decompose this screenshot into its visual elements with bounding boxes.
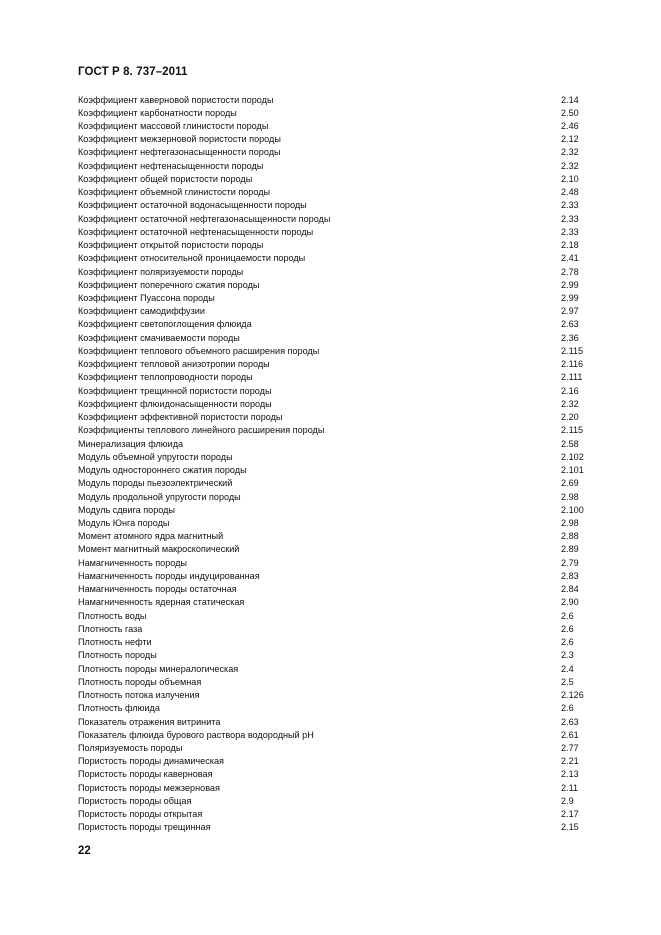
index-entry — [78, 358, 598, 371]
index-entry — [78, 491, 598, 504]
index-term: Плотность воды — [78, 610, 147, 621]
index-term: Пористость породы межзерновая — [78, 782, 220, 793]
index-term: Намагниченность ядерная статическая — [78, 597, 245, 608]
index-entry — [78, 583, 598, 596]
index-term: Пористость породы динамическая — [78, 756, 224, 767]
index-entry — [78, 160, 598, 173]
index-entry — [78, 226, 598, 239]
index-term: Плотность породы минералогическая — [78, 663, 239, 674]
index-ref: 2.90 — [561, 597, 579, 608]
index-entry — [78, 649, 598, 662]
index-term: Коэффициент Пуассона породы — [78, 293, 215, 304]
index-ref: 2.16 — [561, 385, 579, 396]
index-entry — [78, 729, 598, 742]
index-term: Коэффициент карбонатности породы — [78, 107, 237, 118]
index-ref: 2.69 — [561, 478, 579, 489]
index-term: Показатель отражения витринита — [78, 716, 221, 727]
index-term: Плотность нефти — [78, 637, 152, 648]
index-entry — [78, 570, 598, 583]
index-entry — [78, 424, 598, 437]
index-entry — [78, 464, 598, 477]
index-ref: 2.84 — [561, 584, 579, 595]
index-entry — [78, 385, 598, 398]
index-entry — [78, 676, 598, 689]
index-ref: 2.89 — [561, 544, 579, 555]
index-ref: 2.101 — [561, 465, 584, 476]
page-number: 22 — [78, 845, 91, 857]
index-entry — [78, 398, 598, 411]
index-term: Коэффициент смачиваемости породы — [78, 332, 240, 343]
index-term: Модуль сдвига породы — [78, 504, 175, 515]
index-term: Коэффициент объемной глинистости породы — [78, 187, 271, 198]
index-ref: 2.100 — [561, 504, 584, 515]
index-term: Коэффициент эффективной пористости породы — [78, 412, 283, 423]
index-term: Намагниченность породы — [78, 557, 187, 568]
index-entry — [78, 477, 598, 490]
index-entry — [78, 318, 598, 331]
index-entry — [78, 451, 598, 464]
index-term: Плотность потока излучения — [78, 690, 200, 701]
index-term: Коэффициент флюидонасыщенности породы — [78, 398, 272, 409]
index-ref: 2.14 — [561, 94, 579, 105]
index-ref: 2.3 — [561, 650, 574, 661]
index-term: Коэффициент тепловой анизотропии породы — [78, 359, 270, 370]
index-entry — [78, 133, 598, 146]
index-ref: 2.13 — [561, 769, 579, 780]
index-term: Коэффициент остаточной водонасыщенности породы — [78, 200, 307, 211]
index-entry — [78, 610, 598, 623]
index-term: Коэффициент остаточной нефтенасыщенности породы — [78, 226, 314, 237]
index-ref: 2.41 — [561, 253, 579, 264]
index-entry — [78, 821, 598, 834]
index-entry — [78, 543, 598, 556]
index-entry — [78, 252, 598, 265]
index-ref: 2.126 — [561, 690, 584, 701]
index-term: Коэффициент светопоглощения флюида — [78, 319, 252, 330]
index-entry — [78, 186, 598, 199]
index-ref: 2.115 — [561, 345, 584, 356]
index-ref: 2.6 — [561, 610, 574, 621]
index-term: Намагниченность породы остаточная — [78, 584, 237, 595]
index-term: Поляризуемость породы — [78, 742, 183, 753]
index-ref: 2.58 — [561, 438, 579, 449]
index-ref: 2.48 — [561, 187, 579, 198]
index-entry — [78, 279, 598, 292]
index-entry — [78, 557, 598, 570]
index-entry — [78, 689, 598, 702]
index-term: Модуль породы пьезоэлектрический — [78, 478, 233, 489]
index-entry — [78, 702, 598, 715]
index-ref: 2.79 — [561, 557, 579, 568]
index-term: Коэффициент нефтегазонасыщенности породы — [78, 147, 281, 158]
index-ref: 2.77 — [561, 742, 579, 753]
index-entry — [78, 199, 598, 212]
index-entry — [78, 173, 598, 186]
index-term: Минерализация флюида — [78, 438, 184, 449]
index-term: Коэффициент теплопроводности породы — [78, 372, 253, 383]
index-term: Модуль одностороннего сжатия породы — [78, 465, 247, 476]
index-ref: 2.116 — [561, 359, 584, 370]
index-ref: 2.99 — [561, 293, 579, 304]
index-ref: 2.21 — [561, 756, 579, 767]
index-ref: 2.63 — [561, 716, 579, 727]
index-ref: 2.102 — [561, 451, 584, 462]
index-term: Показатель флюида бурового раствора водородный рН — [78, 729, 314, 740]
index-entry — [78, 438, 598, 451]
index-ref: 2.78 — [561, 266, 579, 277]
index-term: Намагниченность породы индуцированная — [78, 570, 260, 581]
index-ref: 2.98 — [561, 491, 579, 502]
index-entry — [78, 371, 598, 384]
index-term: Плотность породы объемная — [78, 676, 202, 687]
index-term: Коэффициент открытой пористости породы — [78, 240, 264, 251]
index-ref: 2.32 — [561, 160, 579, 171]
index-entry — [78, 504, 598, 517]
index-entry — [78, 768, 598, 781]
index-term: Коэффициент нефтенасыщенности породы — [78, 160, 264, 171]
index-term: Коэффициент остаточной нефтегазонасыщенности породы — [78, 213, 331, 224]
index-term: Модуль Юнга породы — [78, 518, 170, 528]
index-ref: 2.63 — [561, 319, 579, 330]
index-term: Коэффициенты теплового линейного расширения породы — [78, 425, 325, 436]
index-ref: 2.17 — [561, 809, 579, 820]
index-entry — [78, 213, 598, 226]
index-entry — [78, 345, 598, 358]
index-entry — [78, 120, 598, 133]
index-ref: 2.15 — [561, 822, 579, 833]
term-index-list — [78, 94, 598, 835]
index-entry — [78, 808, 598, 821]
index-term: Модуль продольной упругости породы — [78, 491, 241, 502]
index-term: Пористость породы открытая — [78, 809, 203, 820]
index-term: Коэффициент самодиффузии — [78, 306, 205, 317]
index-term: Пористость породы трещинная — [78, 822, 211, 833]
index-ref: 2.12 — [561, 134, 579, 145]
index-ref: 2.32 — [561, 147, 579, 158]
index-ref: 2.99 — [561, 279, 579, 290]
index-entry — [78, 292, 598, 305]
index-entry — [78, 755, 598, 768]
index-ref: 2.83 — [561, 570, 579, 581]
index-entry — [78, 517, 598, 530]
index-ref: 2.46 — [561, 120, 579, 131]
index-ref: 2.61 — [561, 729, 579, 740]
index-term: Коэффициент теплового объемного расширения породы — [78, 345, 320, 356]
index-term: Пористость породы каверновая — [78, 769, 213, 780]
index-ref: 2.111 — [561, 372, 583, 383]
index-entry — [78, 663, 598, 676]
index-ref: 2.6 — [561, 637, 574, 648]
index-ref: 2.18 — [561, 240, 579, 251]
index-term: Плотность флюида — [78, 703, 160, 714]
index-ref: 2.88 — [561, 531, 579, 542]
index-ref: 2.4 — [561, 663, 574, 674]
index-entry — [78, 596, 598, 609]
index-term: Коэффициент общей пористости породы — [78, 173, 253, 184]
index-ref: 2.11 — [561, 782, 579, 793]
index-ref: 2.50 — [561, 107, 579, 118]
index-entry — [78, 305, 598, 318]
index-ref: 2.20 — [561, 412, 579, 423]
index-term: Коэффициент трещинной пористости породы — [78, 385, 272, 396]
index-term: Коэффициент относительной проницаемости породы — [78, 253, 306, 264]
index-term: Плотность породы — [78, 650, 157, 661]
index-entry — [78, 332, 598, 345]
index-term: Модуль объемной упругости породы — [78, 451, 233, 462]
document-header: ГОСТ Р 8. 737–2011 — [78, 66, 188, 78]
index-ref: 2.6 — [561, 623, 574, 634]
index-entry — [78, 782, 598, 795]
index-ref: 2.10 — [561, 173, 579, 184]
index-term: Плотность газа — [78, 623, 143, 634]
index-entry — [78, 795, 598, 808]
index-ref: 2.33 — [561, 200, 579, 211]
index-entry — [78, 411, 598, 424]
index-term: Пористость породы общая — [78, 795, 192, 806]
index-entry — [78, 266, 598, 279]
index-ref: 2.33 — [561, 213, 579, 224]
index-ref: 2.32 — [561, 398, 579, 409]
index-ref: 2.33 — [561, 226, 579, 237]
index-entry — [78, 239, 598, 252]
index-entry — [78, 146, 598, 159]
index-term: Коэффициент межзерновой пористости породы — [78, 134, 281, 145]
index-ref: 2.115 — [561, 425, 584, 436]
index-entry — [78, 623, 598, 636]
index-ref: 2.9 — [561, 795, 574, 806]
index-ref: 2.97 — [561, 306, 579, 317]
index-term: Момент атомного ядра магнитный — [78, 531, 224, 542]
index-entry — [78, 716, 598, 729]
index-entry — [78, 636, 598, 649]
index-term: Коэффициент каверновой пористости породы — [78, 94, 274, 105]
index-ref: 2.6 — [561, 703, 574, 714]
index-entry — [78, 94, 598, 107]
index-term: Момент магнитный макроскопический — [78, 544, 240, 555]
index-ref: 2.36 — [561, 332, 579, 343]
index-term: Коэффициент массовой глинистости породы — [78, 120, 269, 131]
index-ref: 2.5 — [561, 676, 574, 687]
index-entry — [78, 530, 598, 543]
index-term: Коэффициент поперечного сжатия породы — [78, 279, 260, 290]
index-entry — [78, 742, 598, 755]
index-term: Коэффициент поляризуемости породы — [78, 266, 244, 277]
index-entry — [78, 107, 598, 120]
index-ref: 2.98 — [561, 518, 579, 528]
